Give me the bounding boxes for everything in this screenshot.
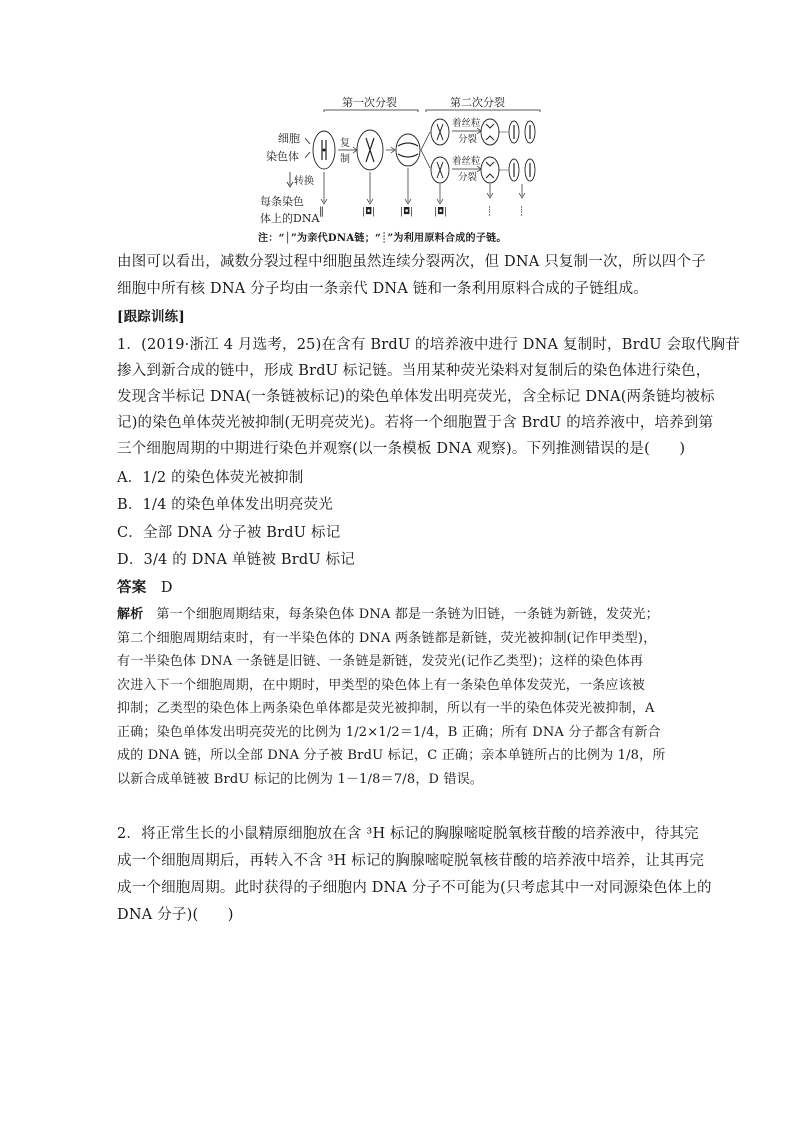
label-chromosome: 染色体 — [266, 150, 299, 163]
q1-option-a: A．1/2 的染色体荧光被抑制 — [117, 470, 304, 486]
explanation-line-1: 解析 第一个细胞周期结束，每条染色体 DNA 都是一条链为旧链，一条链为新链，发荧光； — [117, 607, 659, 622]
header-first-division: 第一次分裂 — [342, 96, 397, 109]
q1-line-5: 三个细胞周期的中期进行染色并观察(以一条模板 DNA 观察)。下列推测错误的是( ) — [117, 441, 686, 457]
svg-text:|◘|: |◘| — [434, 207, 448, 217]
q1-line-1: 1．(2019·浙江 4 月选考，25)在含有 BrdU 的培养液中进行 DNA 复制时，BrdU 会取代胸苷 — [117, 337, 740, 353]
bracket-first — [324, 110, 418, 112]
label-convert: 转换 — [294, 176, 314, 187]
explanation-line-6: 正确；染色单体发出明亮荧光的比例为 1/2×1/2＝1/4，B 正确；所有 DNA 分子都含有新合 — [117, 724, 661, 740]
svg-text:|◘|: |◘| — [362, 207, 376, 217]
label-dna-1: 每条染色 — [260, 195, 304, 208]
q1-option-c: C．全部 DNA 分子被 BrdU 标记 — [117, 525, 341, 541]
label-cell: 细胞 — [278, 132, 300, 145]
label-replicate-2: 制 — [340, 154, 350, 165]
explanation-line-4: 次进入下一个细胞周期，在中期时，甲类型的染色体上有一条染色单体发荧光，一条应该被 — [117, 677, 646, 693]
q2-line-4: DNA 分子)( ) — [117, 907, 234, 923]
q2-line-2: 成一个细胞周期后，再转入不含 ³H 标记的胸腺嘧啶脱氧核苷酸的培养液中培养，让其再完 — [117, 853, 705, 869]
q1-answer — [117, 576, 173, 597]
meiosis-diagram-svg — [258, 92, 548, 232]
label-dna-2: 体上的DNA — [260, 212, 320, 225]
q2-line-3: 成一个细胞周期。此时获得的子细胞内 DNA 分子不可能为(只考虑其中一对同源染色体上的 — [117, 880, 712, 896]
explanation-line-7: 成的 DNA 链，所以全部 DNA 分子被 BrdU 标记，C 正确；亲本单链所占的比例为 1/8，所 — [117, 748, 666, 763]
cell-tetrad — [396, 134, 420, 166]
label-split-upper: 分裂 — [458, 134, 478, 145]
explanation-line-3: 有一半染色体 DNA 一条链是旧链、一条链是新链，发荧光(记作乙类型)；这样的染色体再 — [117, 654, 644, 669]
bracket-second — [426, 110, 540, 112]
intro-line-2: 细胞中所有核 DNA 分子均由一条亲代 DNA 链和一条利用原料合成的子链组成。 — [117, 281, 649, 297]
header-second-division: 第二次分裂 — [450, 96, 505, 109]
label-split-lower: 分裂 — [458, 172, 478, 183]
q1-option-d: D．3/4 的 DNA 单链被 BrdU 标记 — [117, 552, 355, 568]
answer-label: 答案 — [117, 579, 147, 596]
answer-value: D — [160, 580, 173, 596]
svg-text:|◘|: |◘| — [400, 207, 414, 217]
q1-line-3: 发现含半标记 DNA(一条链被标记)的染色单体发出明亮荧光，含全标记 DNA(两条链均被标 — [117, 389, 715, 405]
q2-line-1: 2．将正常生长的小鼠精原细胞放在含 ³H 标记的胸腺嘧啶脱氧核苷酸的培养液中，待其完 — [117, 826, 699, 842]
intro-line-1: 由图可以看出，减数分裂过程中细胞虽然连续分裂两次，但 DNA 只复制一次，所以四个子 — [117, 254, 706, 270]
figure-note: 注：“│”为亲代DNA链；“┊”为利用原料合成的子链。 — [258, 233, 507, 244]
svg-text:┊: ┊ — [487, 207, 493, 217]
label-centromere-lower: 着丝粒 — [452, 156, 481, 167]
q1-explanation — [117, 603, 687, 791]
svg-text:┊: ┊ — [519, 207, 525, 217]
section-heading: [跟踪训练] — [117, 309, 185, 325]
label-centromere-upper: 着丝粒 — [452, 118, 481, 129]
explanation-line-2: 第二个细胞周期结束时，有一半染色体的 DNA 两条链都是新链，荧光被抑制(记作甲类型)， — [117, 630, 657, 646]
q1-line-2: 掺入到新合成的链中，形成 BrdU 标记链。当用某种荧光染料对复制后的染色体进行染色， — [117, 363, 711, 379]
explanation-line-8: 以新合成单链被 BrdU 标记的比例为 1－1/8＝7/8，D 错误。 — [117, 771, 484, 787]
label-replicate-1: 复 — [340, 138, 350, 149]
explanation-line-5: 抑制；乙类型的染色体上两条染色单体都是荧光被抑制，所以有一半的染色体荧光被抑制，A — [117, 701, 655, 716]
cell-anaphase-lower — [481, 157, 499, 183]
q1-line-4: 记)的染色单体荧光被抑制(无明亮荧光)。若将一个细胞置于含 BrdU 的培养液中，培养到第 — [117, 415, 714, 431]
svg-text:‖: ‖ — [319, 206, 324, 217]
q1-option-b: B．1/4 的染色单体发出明亮荧光 — [117, 497, 333, 513]
explanation-label: 解析 — [117, 607, 144, 622]
meiosis-diagram — [258, 92, 548, 242]
cell-anaphase-upper — [481, 119, 499, 145]
